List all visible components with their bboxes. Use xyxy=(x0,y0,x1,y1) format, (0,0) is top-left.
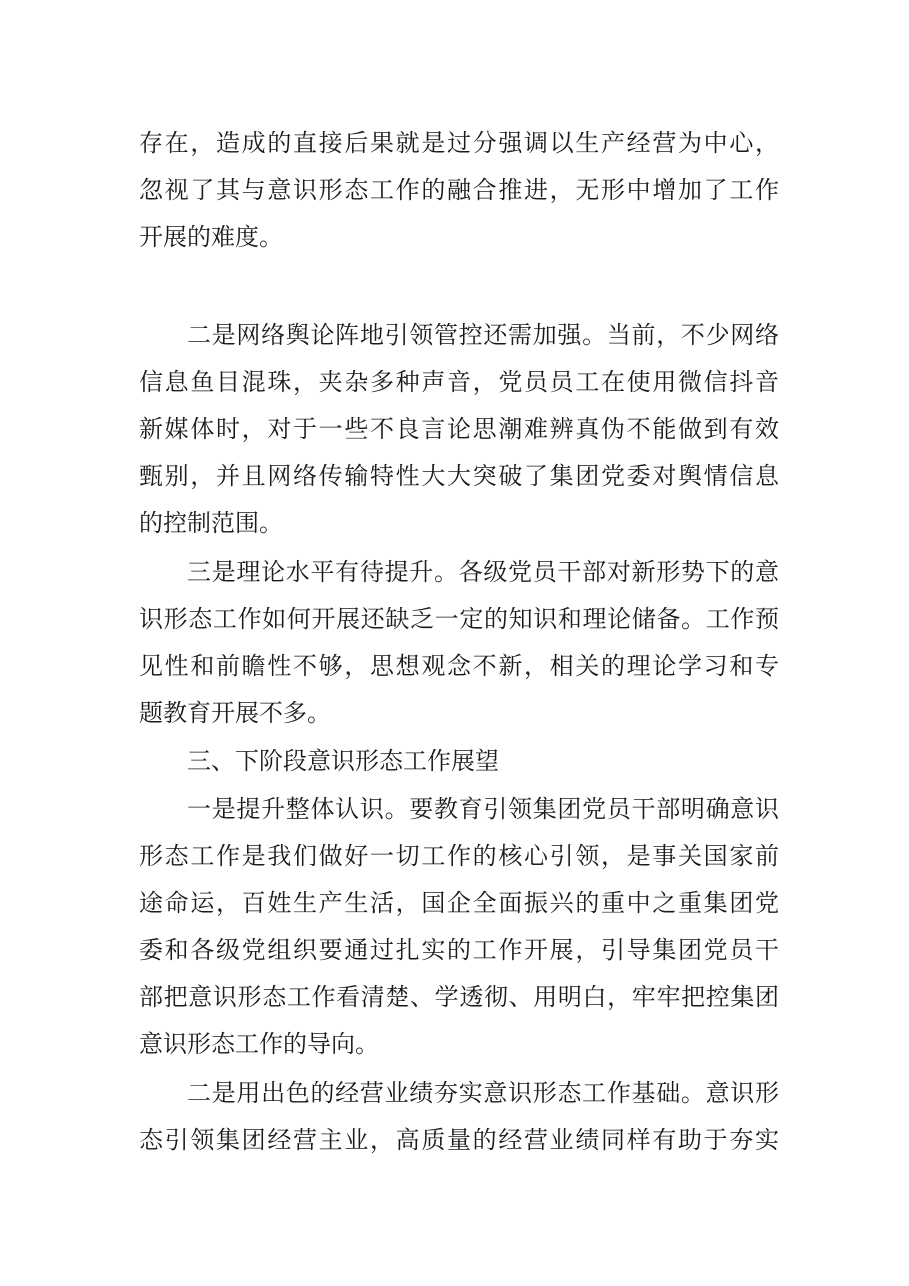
paragraph-2-line-3: 新媒体时，对于一些不良言论思潮难辨真伪不能做到有效 xyxy=(139,415,779,443)
paragraph-1-line-2: 忽视了其与意识形态工作的融合推进，无形中增加了工作 xyxy=(139,176,779,204)
paragraph-3-line-4: 题教育开展不多。 xyxy=(139,699,331,727)
paragraph-5-line-2: 态引领集团经营主业，高质量的经营业绩同样有助于夯实 xyxy=(139,1126,779,1154)
paragraph-1-line-3: 开展的难度。 xyxy=(139,223,283,251)
section-heading: 三、下阶段意识形态工作展望 xyxy=(187,747,499,775)
paragraph-2-line-5: 的控制范围。 xyxy=(139,509,283,537)
paragraph-2-line-1: 二是网络舆论阵地引领管控还需加强。当前，不少网络 xyxy=(187,321,779,349)
paragraph-4-line-2: 形态工作是我们做好一切工作的核心引领，是事关国家前 xyxy=(139,842,779,870)
paragraph-2-line-4: 甄别，并且网络传输特性大大突破了集团党委对舆情信息 xyxy=(139,462,779,490)
paragraph-2-line-2: 信息鱼目混珠，夹杂多种声音，党员员工在使用微信抖音 xyxy=(139,368,779,396)
paragraph-5-line-1: 二是用出色的经营业绩夯实意识形态工作基础。意识形 xyxy=(187,1079,779,1107)
paragraph-4-line-3: 途命运，百姓生产生活，国企全面振兴的重中之重集团党 xyxy=(139,889,779,917)
paragraph-4-line-1: 一是提升整体认识。要教育引领集团党员干部明确意识 xyxy=(187,795,779,823)
paragraph-4-line-4: 委和各级党组织要通过扎实的工作开展，引导集团党员干 xyxy=(139,936,779,964)
paragraph-3-line-2: 识形态工作如何开展还缺乏一定的知识和理论储备。工作预 xyxy=(139,605,779,633)
paragraph-4-line-6: 意识形态工作的导向。 xyxy=(139,1030,379,1058)
paragraph-4-line-5: 部把意识形态工作看清楚、学透彻、用明白，牢牢把控集团 xyxy=(139,983,779,1011)
paragraph-3-line-1: 三是理论水平有待提升。各级党员干部对新形势下的意 xyxy=(187,558,779,586)
paragraph-1-line-1: 存在，造成的直接后果就是过分强调以生产经营为中心， xyxy=(139,129,779,157)
paragraph-3-line-3: 见性和前瞻性不够，思想观念不新，相关的理论学习和专 xyxy=(139,652,779,680)
